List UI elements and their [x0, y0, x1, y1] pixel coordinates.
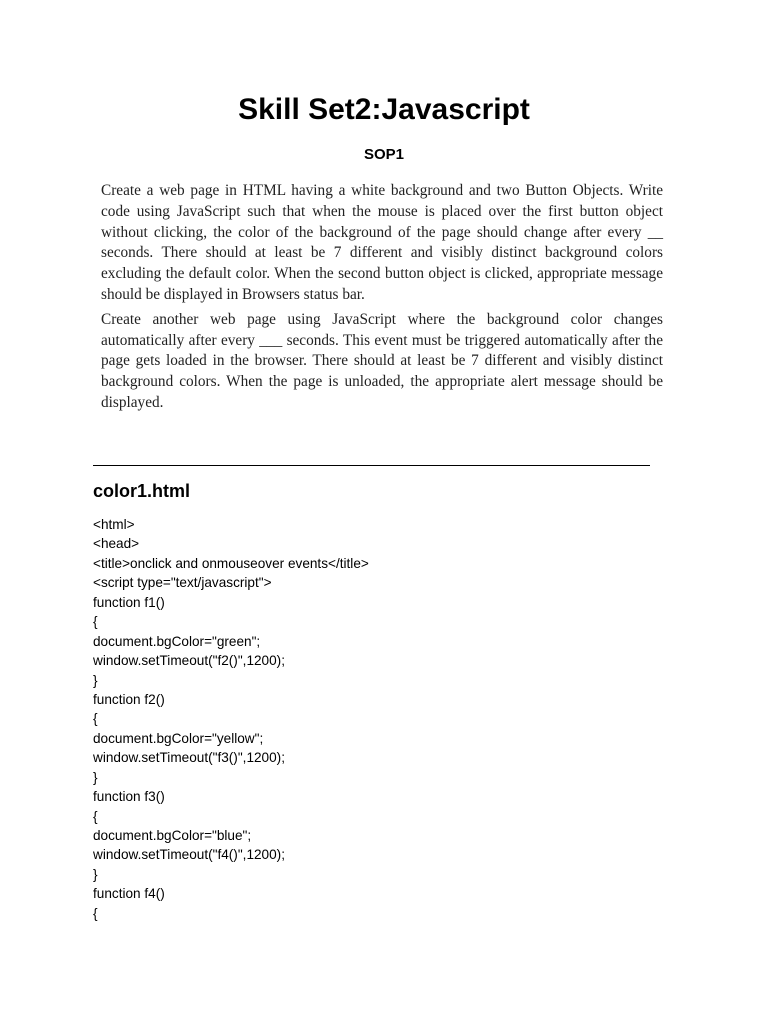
code-line: } [93, 866, 98, 882]
code-line: document.bgColor="blue"; [93, 828, 252, 843]
code-line: function f2() [93, 691, 165, 707]
task-paragraph-1: Create a web page in HTML having a white background and two Button Objects. Write code using JavaScript such that when the mouse is placed over the first button object without clicking, the color of the background of the page should change after every __ seconds. There should at least be 7 different and visibly distinct background colors excluding the default color. When the second button object is clicked, appropriate message should be displayed in Browsers status bar. [101, 182, 663, 303]
code-line: window.setTimeout("f4()",1200); [93, 847, 285, 863]
code-line: window.setTimeout("f3()",1200); [93, 750, 285, 766]
code-line: <script type="text/javascript"> [93, 575, 272, 591]
code-line: { [93, 711, 98, 727]
code-line: function f4() [93, 886, 165, 902]
document-title: Skill Set2:Javascript [238, 93, 530, 126]
code-line: window.setTimeout("f2()",1200); [93, 653, 285, 669]
code-line: document.bgColor="green"; [93, 633, 261, 649]
horizontal-divider [93, 465, 650, 466]
code-line: <html> [93, 517, 135, 532]
code-line: { [93, 808, 98, 824]
file-heading: color1.html [93, 481, 191, 501]
code-line: function f1() [93, 594, 165, 610]
code-line: { [93, 614, 98, 630]
task-description [101, 181, 663, 414]
code-line: <title>onclick and onmouseover events</title> [93, 555, 369, 571]
code-line: } [93, 672, 98, 688]
code-line: } [93, 769, 98, 785]
code-line: { [93, 905, 98, 921]
code-line: <head> [93, 536, 140, 552]
task-paragraph-2: Create another web page using JavaScript where the background color changes automatically after every ___ seconds. This event must be triggered automatically after the page gets loaded in the browser. There should at least be 7 different and visibly distinct background colors. When the page is unloaded, the appropriate alert message should be displayed. [101, 310, 663, 411]
code-listing [93, 515, 693, 923]
code-line: function f3() [93, 789, 165, 805]
section-subtitle: SOP1 [363, 146, 405, 163]
code-line: document.bgColor="yellow"; [93, 730, 264, 746]
